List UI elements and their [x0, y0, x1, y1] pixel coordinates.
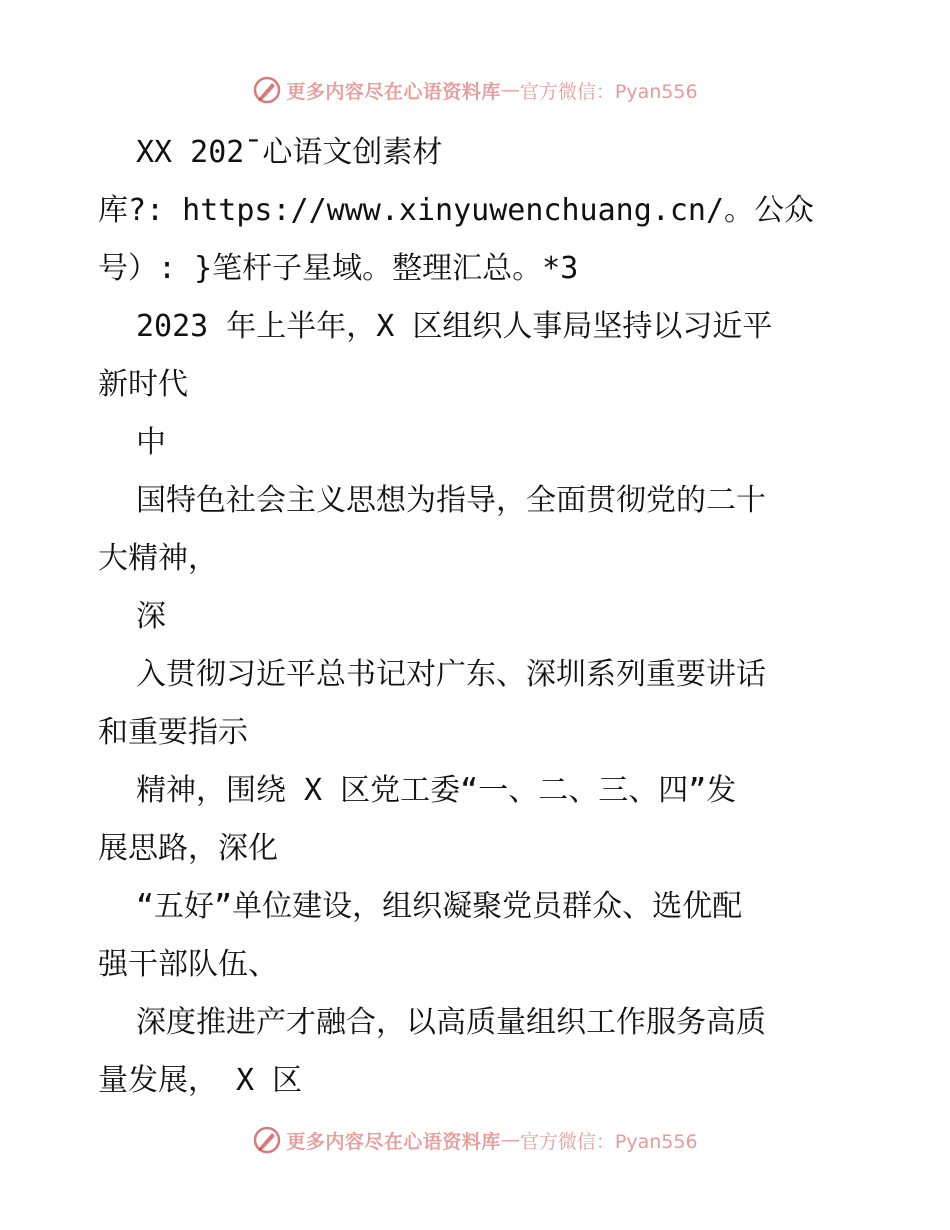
text-line: 新时代 [98, 367, 188, 402]
banner-separator: — [500, 1129, 520, 1151]
banner-slogan: 更多内容尽在心语资料库 [286, 80, 501, 103]
text-line: 精神，围绕 X 区党工委“一、二、三、四”发 [136, 773, 737, 808]
text-line: 国特色社会主义思想为指导，全面贯彻党的二十 [136, 483, 766, 518]
text-line: 入贯彻习近平总书记对广东、深圳系列重要讲话 [136, 657, 766, 692]
text-line: 号）: }笔杆子星域。整理汇总。*3 [98, 251, 579, 286]
footer-watermark-banner [0, 1120, 950, 1160]
banner-account: 官方微信：Pyan556 [519, 1130, 698, 1153]
banner-account: 官方微信：Pyan556 [519, 80, 698, 103]
text-line: XX 202¯心语文创素材 [136, 135, 443, 170]
text-line: 库?: https://www.xinyuwenchuang.cn/。公众 [98, 193, 815, 228]
banner-slogan: 更多内容尽在心语资料库 [286, 1130, 501, 1153]
text-line: 深度推进产才融合，以高质量组织工作服务高质 [136, 1005, 766, 1040]
header-watermark-banner [0, 70, 950, 110]
pen-logo-icon [252, 75, 282, 105]
text-line: 和重要指示 [98, 715, 248, 750]
text-line: 中 [136, 425, 166, 460]
text-line: 量发展， X 区 [98, 1063, 303, 1098]
text-line: 强干部队伍、 [98, 947, 278, 982]
text-line: 深 [136, 599, 166, 634]
text-line: 大精神， [98, 541, 218, 576]
pen-logo-icon [252, 1125, 282, 1155]
text-line: 展思路，深化 [98, 831, 278, 866]
text-line: “五好”单位建设，组织凝聚党员群众、选优配 [136, 889, 743, 924]
document-body [98, 124, 858, 1110]
text-line: 2023 年上半年，X 区组织人事局坚持以习近平 [136, 309, 773, 344]
banner-separator: — [500, 79, 520, 101]
